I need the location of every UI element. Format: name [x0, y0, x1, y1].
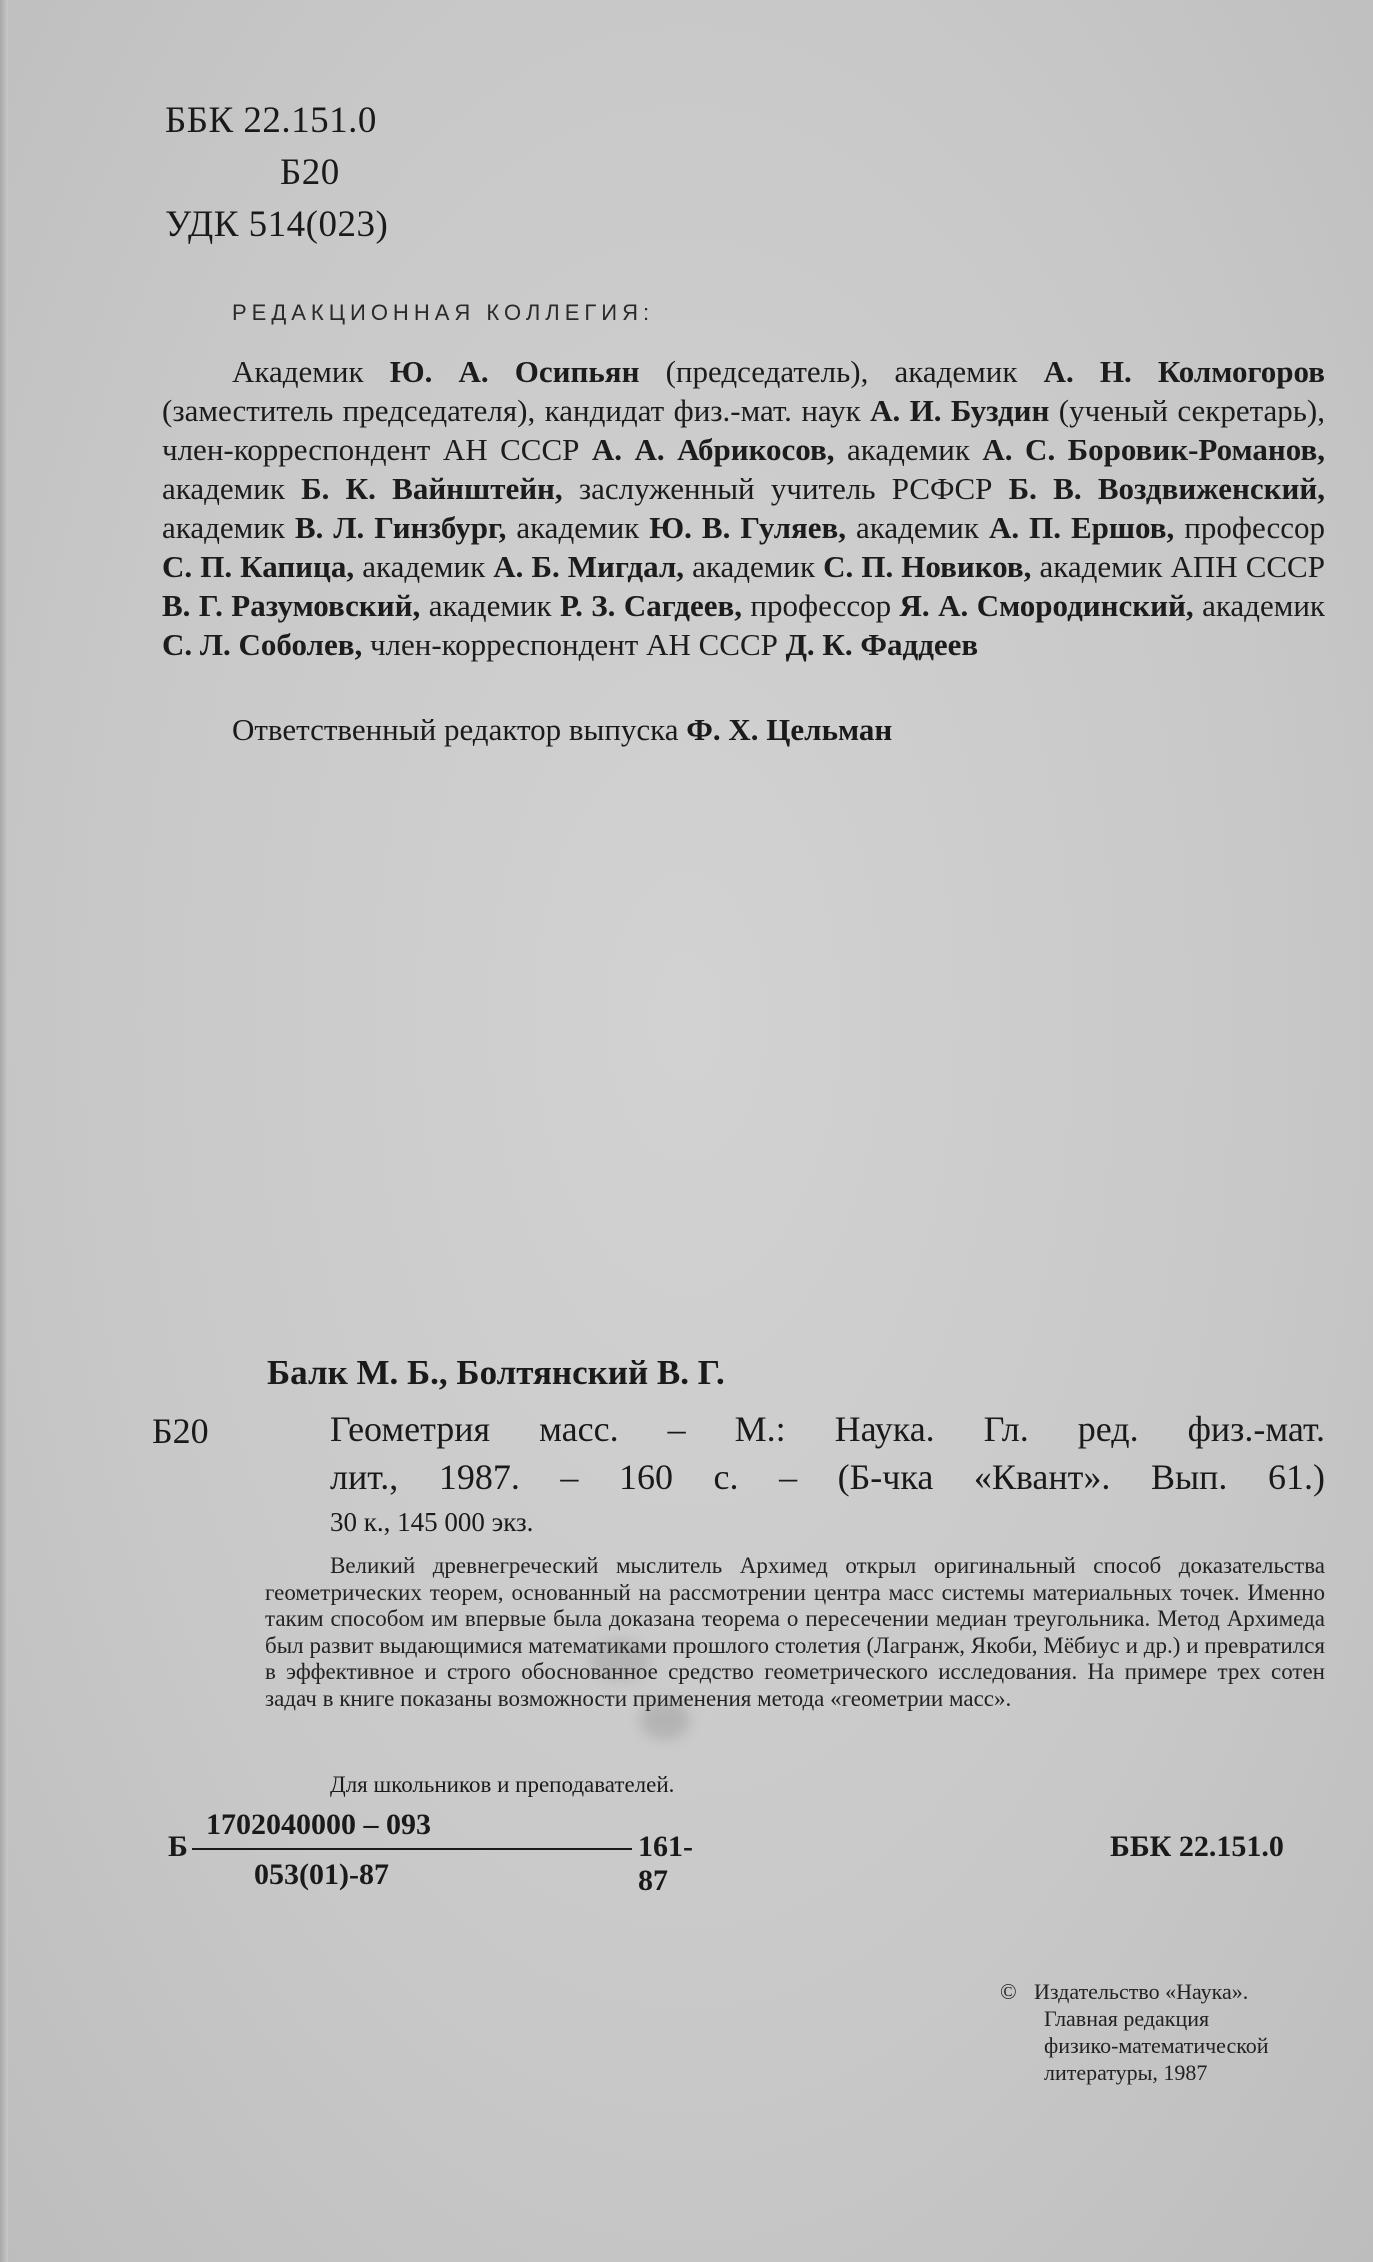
- board-member-name: С. П. Капица,: [162, 549, 355, 584]
- board-member-name: Б. В. Воздвиженский,: [1008, 471, 1325, 506]
- board-member-title: академик: [162, 510, 295, 545]
- classification-block: [165, 95, 388, 251]
- citation-line-2: лит., 1987. – 160 с. – (Б-чка «Квант». Вып. 61.): [330, 1457, 1325, 1497]
- citation-line-1: Геометрия масс. – М.: Наука. Гл. ред. физ.-мат.: [330, 1409, 1325, 1449]
- board-member-name: А. А. Абрикосов,: [591, 432, 835, 467]
- udk-code: УДК 514(023): [165, 204, 389, 245]
- board-member-name: А. С. Боровик-Романов,: [982, 432, 1325, 467]
- responsible-editor: [232, 710, 892, 749]
- board-member-name: С. Л. Соболев,: [162, 627, 363, 662]
- copyright-notice: [1000, 1978, 1269, 2086]
- board-member-title: заслуженный учитель РСФСР: [562, 471, 1009, 506]
- bbk-code-bottom: ББК 22.151.0: [1110, 1830, 1284, 1863]
- editorial-board-members: [162, 352, 1325, 664]
- board-member-title: (заместитель председателя), кандидат физ.-мат. наук: [162, 393, 871, 428]
- responsible-editor-label: Ответственный редактор выпуска: [232, 712, 687, 747]
- board-member-title: академик: [846, 510, 989, 545]
- board-member-name: В. Л. Гинзбург,: [294, 510, 507, 545]
- board-member-name: Я. А. Смородинский,: [899, 588, 1194, 623]
- board-member-name: Д. К. Фаддеев: [785, 627, 979, 662]
- price-and-print-run: 30 к., 145 000 экз.: [330, 1507, 534, 1537]
- copyright-icon: ©: [1000, 1979, 1017, 2004]
- board-member-title: профессор: [1174, 510, 1325, 545]
- index-suffix: 161-87: [638, 1830, 693, 1897]
- index-denominator: 053(01)-87: [254, 1858, 389, 1891]
- copyright-line-4: литературы, 1987: [1044, 2060, 1208, 2085]
- board-member-title: академик: [1193, 588, 1325, 623]
- board-member-title: академик: [834, 432, 983, 467]
- fraction-line: [192, 1848, 632, 1850]
- index-numerator-text: 1702040000 – 093: [206, 1808, 431, 1841]
- board-member-title: академик: [506, 510, 650, 545]
- book-annotation: Великий древнегреческий мыслитель Архимед открыл оригинальный способ доказательства геометрических теорем, основанный на рассмотрении центра масс системы материальных точек. Именно таким способом им впервые была доказана теорема о пересечении медиан треугольника. Метод Архимеда был развит выдающимися математиками прошлого столетия (Лагранж, Якоби, Мёбиус и др.) и превратился в эффективное и строго обоснованное средство геометрического исследования. На примере трех сотен задач в книге показаны возможности применения метода «геометрии масс».: [265, 1553, 1325, 1711]
- board-member-title: (ученый секретарь), член-корреспондент АН СССР: [162, 393, 1325, 467]
- board-member-name: А. Н. Колмогоров: [1043, 354, 1326, 389]
- index-letter: Б: [168, 1830, 188, 1863]
- editorial-board-heading: РЕДАКЦИОННАЯ КОЛЛЕГИЯ:: [232, 300, 655, 325]
- catalog-code: Б20: [152, 1411, 209, 1451]
- copyright-line-3: физико-математической: [1044, 2033, 1269, 2058]
- board-member-name: А. П. Ершов,: [988, 510, 1175, 545]
- board-member-name: Р. З. Сагдеев,: [560, 588, 742, 623]
- board-member-name: А. Б. Мигдал,: [493, 549, 685, 584]
- board-member-title: академик: [684, 549, 824, 584]
- board-member-title: Академик: [232, 354, 390, 389]
- board-member-title: академик АПН СССР: [1031, 549, 1325, 584]
- board-member-title: (председатель), академик: [639, 354, 1044, 389]
- page-edge-shadow: [0, 0, 8, 2262]
- board-member-title: член-корреспондент АН СССР: [362, 627, 786, 662]
- print-smudge: [590, 1640, 650, 1680]
- board-member-title: профессор: [741, 588, 900, 623]
- board-member-name: Ю. В. Гуляев,: [649, 510, 847, 545]
- board-member-title: академик: [162, 471, 302, 506]
- bbk-code: ББК 22.151.0: [165, 100, 377, 141]
- book-code: Б20: [280, 152, 340, 193]
- board-member-name: В. Г. Разумовский,: [162, 588, 421, 623]
- copyright-line-2: Главная редакция: [1044, 2006, 1210, 2031]
- board-member-name: С. П. Новиков,: [823, 549, 1032, 584]
- board-member-title: академик: [354, 549, 494, 584]
- copyright-line-1: Издательство «Наука».: [1034, 1979, 1249, 2004]
- responsible-editor-name: Ф. Х. Цельман: [686, 712, 893, 747]
- index-numerator: [200, 1808, 630, 1842]
- book-authors: Балк М. Б., Болтянский В. Г.: [267, 1353, 725, 1392]
- target-audience: Для школьников и преподавателей.: [330, 1772, 675, 1797]
- print-smudge: [640, 1700, 690, 1740]
- publication-index: [168, 1808, 693, 1898]
- board-member-name: Б. К. Вайнштейн,: [301, 471, 563, 506]
- board-member-title: академик: [420, 588, 561, 623]
- board-member-name: А. И. Буздин: [870, 393, 1050, 428]
- board-member-name: Ю. А. Осипьян: [389, 354, 640, 389]
